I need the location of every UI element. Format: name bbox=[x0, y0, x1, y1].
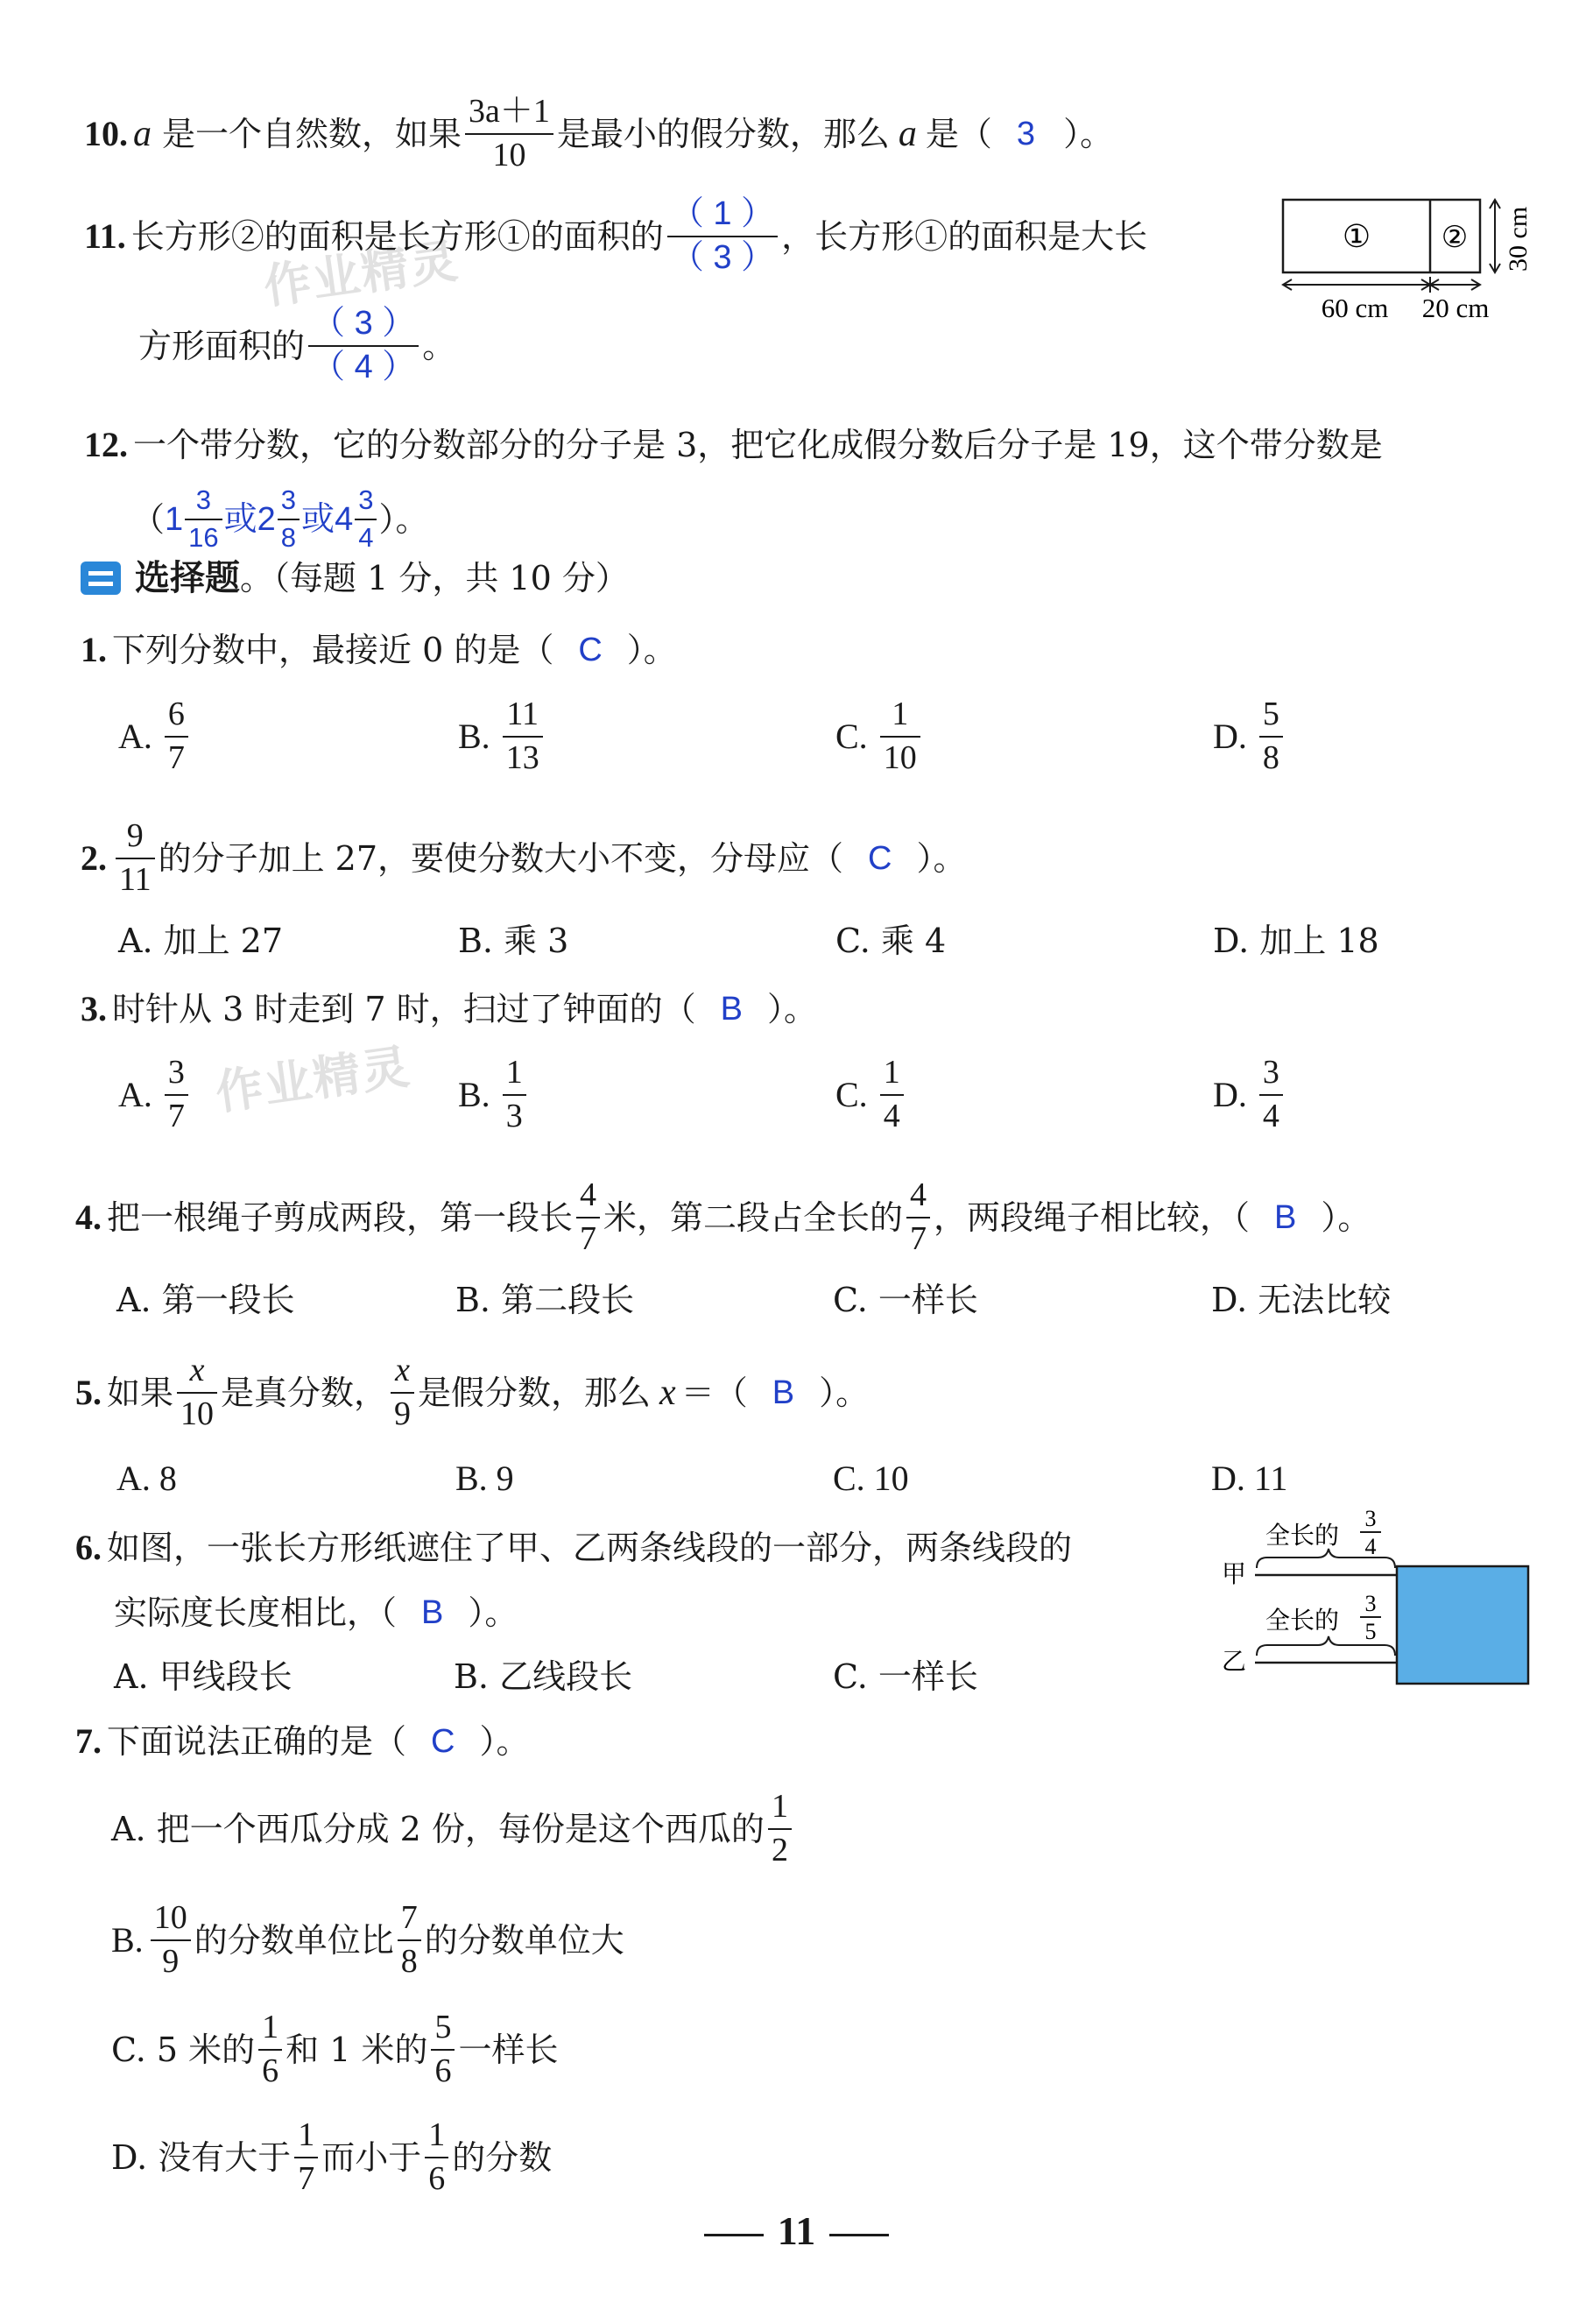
watermark: 作业精灵 bbox=[260, 232, 462, 315]
option-a: A. 把一个西瓜分成 2 份，每份是这个西瓜的 $\frac{1}{2}$ bbox=[111, 1790, 795, 1868]
section-header: 选择题 。（每题 1 分，共 10 分） bbox=[81, 561, 629, 596]
height-label: 30 cm bbox=[1504, 206, 1533, 272]
segment-figure bbox=[1213, 1500, 1537, 1697]
option-d: D. 加上 18 bbox=[1213, 922, 1379, 960]
option-c: C. 一样长 bbox=[833, 1281, 978, 1319]
answer: C bbox=[431, 1723, 455, 1760]
jia-label: 甲 bbox=[1222, 1561, 1247, 1588]
choice-question-4: 4. 把一根绳子剪成两段，第一段长 $\frac{4}{7}$ 米，第二段占全长的 $\frac{4}{7}$ ，两段绳子相比较，（ B ）。 bbox=[75, 1176, 1371, 1257]
label-1: 全长的 bbox=[1265, 1522, 1340, 1550]
option-d: D. 无法比较 bbox=[1211, 1281, 1392, 1319]
option-c: C. 一样长 bbox=[833, 1657, 978, 1696]
label-2-num: 3 bbox=[1364, 1591, 1377, 1616]
section-two-icon bbox=[81, 562, 121, 595]
option-a: A. 8 bbox=[116, 1459, 177, 1498]
option-c: C. $\frac{1}{4}$ bbox=[835, 1056, 907, 1134]
answer: B bbox=[772, 1374, 795, 1411]
option-b: B. 乙线段长 bbox=[454, 1657, 633, 1696]
option-b: B. $\frac{10}{9}$ 的分数单位比 $\frac{7}{8}$ 的分数单位大 bbox=[111, 1899, 624, 1980]
width-1-label: 60 cm bbox=[1321, 293, 1389, 323]
question-12: 12. 一个带分数，它的分数部分的分子是 3，把它化成假分数后分子是 19，这个带分数是 bbox=[84, 425, 1383, 464]
option-d: D. 没有大于 $\frac{1}{7}$ 而小于 $\frac{1}{6}$ 的分数 bbox=[111, 2116, 553, 2197]
answer: 3 bbox=[1016, 115, 1036, 152]
option-b: B. 第二段长 bbox=[455, 1281, 635, 1319]
option-a: A. $\frac{3}{7}$ bbox=[118, 1056, 192, 1134]
watermark: 作业精灵 bbox=[212, 1038, 414, 1121]
answer-fraction: $\frac{( 1 )}{( 3 )}$ bbox=[667, 197, 778, 276]
option-a: A. 甲线段长 bbox=[114, 1657, 293, 1696]
question-11: 11. 长方形②的面积是长方形①的面积的 $\frac{( 1 )}{( 3 )}$ ，长方形①的面积是大长 bbox=[84, 195, 1148, 276]
option-b: B. 9 bbox=[455, 1459, 514, 1498]
label-1-num: 3 bbox=[1364, 1506, 1377, 1531]
choice-question-3: 3. 时针从 3 时走到 7 时，扫过了钟面的（ B ）。 bbox=[81, 989, 818, 1028]
width-2-label: 20 cm bbox=[1421, 293, 1490, 323]
label-1-den: 4 bbox=[1364, 1534, 1377, 1559]
option-b: B. $\frac{11}{13}$ bbox=[458, 697, 546, 776]
choice-question-7: 7. 下面说法正确的是（ C ）。 bbox=[75, 1721, 530, 1761]
label-2-den: 5 bbox=[1364, 1619, 1377, 1644]
choice-question-2: 2. $\frac{9}{11}$ 的分子加上 27，要使分数大小不变，分母应（ C ）。 bbox=[81, 817, 967, 898]
option-d: D. $\frac{3}{4}$ bbox=[1213, 1056, 1286, 1134]
question-11-cont: 方形面积的 $\frac{( 3 )}{( 4 )}$ 。 bbox=[138, 305, 456, 385]
rect-1-label: ① bbox=[1342, 219, 1371, 254]
fraction: $\frac{3a+1}{10}$ bbox=[465, 95, 553, 173]
choice-question-5: 5. 如果 $\frac{x}{10}$ 是真分数， $\frac{x}{9}$ 是假分数，那么 x ＝（ B ）。 bbox=[75, 1352, 870, 1432]
option-c: C. 乘 4 bbox=[835, 922, 947, 960]
question-12-answer: （ 1 $\frac{3}{16}$ 或 2 $\frac{3}{8}$ 或 4 $\frac{3}{4}$ ）。 bbox=[131, 484, 429, 553]
choice-question-1: 1. 下列分数中，最接近 0 的是（ C ）。 bbox=[81, 630, 677, 669]
choice-question-6-cont: 实际度长度相比，（ B ）。 bbox=[114, 1593, 518, 1632]
yi-label: 乙 bbox=[1222, 1649, 1247, 1676]
answer: C bbox=[868, 839, 892, 877]
section-title: 选择题 bbox=[135, 558, 240, 598]
answer: B bbox=[1274, 1198, 1297, 1236]
choice-question-6: 6. 如图，一张长方形纸遮住了甲、乙两条线段的一部分，两条线段的 bbox=[75, 1528, 1073, 1567]
label-2: 全长的 bbox=[1265, 1607, 1340, 1635]
option-d: D. 11 bbox=[1211, 1459, 1288, 1498]
answer-fraction: $\frac{( 3 )}{( 4 )}$ bbox=[308, 307, 419, 385]
option-c: C. $\frac{1}{10}$ bbox=[835, 697, 924, 776]
answer: C bbox=[578, 632, 603, 668]
option-c: C. 5 米的 $\frac{1}{6}$ 和 1 米的 $\frac{5}{6}$ 一样长 bbox=[111, 2009, 559, 2089]
answer: B bbox=[720, 991, 744, 1028]
option-a: A. 第一段长 bbox=[116, 1281, 295, 1319]
question-10: 10. a 是一个自然数，如果 $\frac{3a+1}{10}$ 是最小的假分数，那么 a 是（ 3 ）。 bbox=[84, 93, 1114, 173]
answer: B bbox=[421, 1594, 444, 1631]
rect-2-label: ② bbox=[1441, 222, 1469, 254]
covering-paper bbox=[1397, 1566, 1528, 1684]
option-c: C. 10 bbox=[833, 1459, 909, 1498]
option-b: B. $\frac{1}{3}$ bbox=[458, 1056, 530, 1134]
rectangle-figure bbox=[1274, 193, 1537, 328]
option-b: B. 乘 3 bbox=[458, 922, 569, 960]
page-number: 11 bbox=[0, 2207, 1593, 2254]
option-a: A. 加上 27 bbox=[118, 922, 284, 960]
option-a: A. $\frac{6}{7}$ bbox=[118, 697, 192, 776]
option-d: D. $\frac{5}{8}$ bbox=[1213, 697, 1286, 776]
